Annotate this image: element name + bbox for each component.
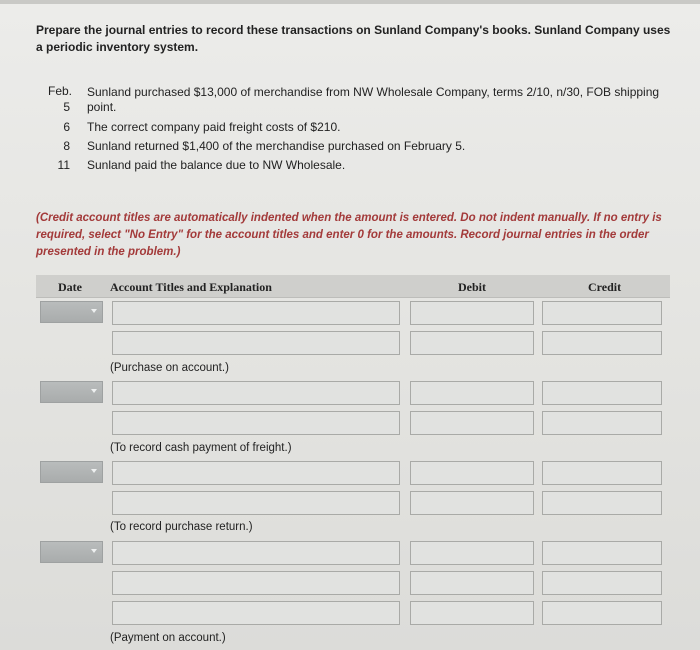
entry-explanation: (To record cash payment of freight.) xyxy=(110,442,292,454)
credit-input[interactable] xyxy=(542,411,662,435)
credit-input[interactable] xyxy=(542,541,662,565)
credit-input[interactable] xyxy=(542,601,662,625)
debit-input[interactable] xyxy=(410,491,534,515)
chevron-down-icon xyxy=(91,469,97,473)
debit-input[interactable] xyxy=(410,301,534,325)
debit-input[interactable] xyxy=(410,541,534,565)
credit-field[interactable] xyxy=(543,302,661,324)
transaction-text: Sunland purchased $13,000 of merchandise from NW Wholesale Company, terms 2/10, n/30, FOB shipping xyxy=(87,85,660,99)
credit-field[interactable] xyxy=(543,462,661,484)
account-title-input[interactable] xyxy=(112,381,400,405)
account-title-input[interactable] xyxy=(112,571,400,595)
transaction-day: 6 xyxy=(63,120,70,134)
account-title-field[interactable] xyxy=(113,412,399,434)
credit-field[interactable] xyxy=(543,332,661,354)
header-debit: Debit xyxy=(458,280,486,294)
transaction-text: Sunland returned $1,400 of the merchandise purchased on February 5. xyxy=(87,139,466,153)
credit-field[interactable] xyxy=(543,382,661,404)
date-select[interactable] xyxy=(40,381,103,403)
header-date: Date xyxy=(58,280,82,294)
credit-input[interactable] xyxy=(542,301,662,325)
entry-explanation: (Payment on account.) xyxy=(110,632,226,644)
transaction-day: 5 xyxy=(63,100,70,114)
credit-input[interactable] xyxy=(542,491,662,515)
account-title-input[interactable] xyxy=(112,301,400,325)
date-select[interactable] xyxy=(40,461,103,483)
debit-field[interactable] xyxy=(411,302,533,324)
debit-field[interactable] xyxy=(411,412,533,434)
account-title-input[interactable] xyxy=(112,411,400,435)
credit-field[interactable] xyxy=(543,602,661,624)
credit-field[interactable] xyxy=(543,412,661,434)
account-title-input[interactable] xyxy=(112,541,400,565)
header-credit: Credit xyxy=(588,280,622,294)
debit-field[interactable] xyxy=(411,542,533,564)
date-select[interactable] xyxy=(40,301,103,323)
account-title-input[interactable] xyxy=(112,331,400,355)
debit-input[interactable] xyxy=(410,411,534,435)
debit-field[interactable] xyxy=(411,572,533,594)
debit-field[interactable] xyxy=(411,382,533,404)
credit-input[interactable] xyxy=(542,571,662,595)
debit-field[interactable] xyxy=(411,602,533,624)
transaction-text: Sunland paid the balance due to NW Wholesale. xyxy=(87,158,346,172)
debit-field[interactable] xyxy=(411,492,533,514)
debit-input[interactable] xyxy=(410,461,534,485)
chevron-down-icon xyxy=(91,549,97,553)
account-title-input[interactable] xyxy=(112,461,400,485)
account-title-field[interactable] xyxy=(113,492,399,514)
header-account: Account Titles and Explanation xyxy=(110,280,272,294)
transaction-text: The correct company paid freight costs of $210. xyxy=(87,120,341,134)
transaction-day: 11 xyxy=(57,158,70,172)
debit-field[interactable] xyxy=(411,332,533,354)
account-title-field[interactable] xyxy=(113,462,399,484)
account-title-field[interactable] xyxy=(113,332,399,354)
debit-input[interactable] xyxy=(410,331,534,355)
account-title-field[interactable] xyxy=(113,542,399,564)
account-title-input[interactable] xyxy=(112,491,400,515)
entry-explanation: (Purchase on account.) xyxy=(110,362,229,374)
account-title-input[interactable] xyxy=(112,601,400,625)
credit-field[interactable] xyxy=(543,492,661,514)
top-divider xyxy=(0,0,700,4)
transaction-day: 8 xyxy=(63,139,70,153)
account-title-field[interactable] xyxy=(113,602,399,624)
account-title-field[interactable] xyxy=(113,572,399,594)
credit-input[interactable] xyxy=(542,331,662,355)
chevron-down-icon xyxy=(91,389,97,393)
credit-field[interactable] xyxy=(543,572,661,594)
account-title-field[interactable] xyxy=(113,302,399,324)
chevron-down-icon xyxy=(91,309,97,313)
account-title-field[interactable] xyxy=(113,382,399,404)
date-select[interactable] xyxy=(40,541,103,563)
instructions-note: (Credit account titles are automatically indented when the amount is entered. Do not indent manually. If no entry is required, select "No Entry" for the account titles and enter 0 for the amounts. Record journal entries in the order presented in the problem.) xyxy=(36,212,662,258)
credit-input[interactable] xyxy=(542,461,662,485)
debit-input[interactable] xyxy=(410,381,534,405)
entry-explanation: (To record purchase return.) xyxy=(110,521,253,533)
transaction-month: Feb. xyxy=(48,84,73,98)
credit-input[interactable] xyxy=(542,381,662,405)
debit-field[interactable] xyxy=(411,462,533,484)
credit-field[interactable] xyxy=(543,542,661,564)
debit-input[interactable] xyxy=(410,601,534,625)
problem-prompt: Prepare the journal entries to record these transactions on Sunland Company's books. Sunland Company uses a periodic inventory system. xyxy=(36,23,671,54)
transaction-text-cont: point. xyxy=(87,100,117,114)
debit-input[interactable] xyxy=(410,571,534,595)
